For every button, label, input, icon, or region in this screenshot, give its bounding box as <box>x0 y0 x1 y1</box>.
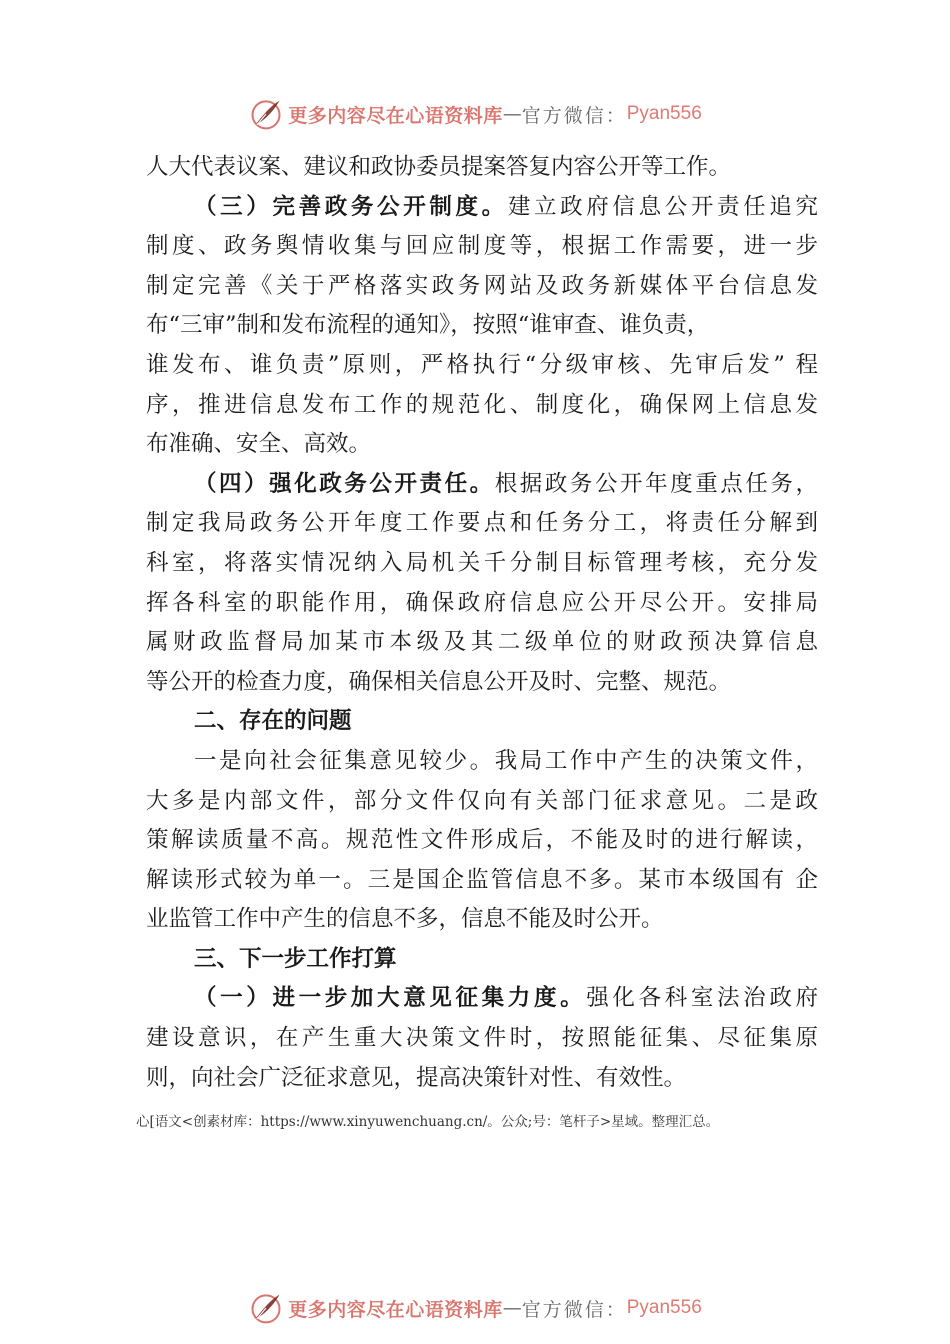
line-text: 一是向社会征集意见较少。我局工作中产生的决策文件， <box>194 747 818 774</box>
text-line <box>146 1059 818 1099</box>
document-body <box>146 148 818 1098</box>
line-text: 则，向社会广泛征求意见，提高决策针对性、有效性。 <box>146 1064 687 1091</box>
line-text: 等公开的检查力度，确保相关信息公开及时、完整、规范。 <box>146 668 732 695</box>
subsection-lead: （三）完善政务公开制度。 <box>194 193 508 220</box>
text-line <box>146 425 818 465</box>
text-line <box>146 544 818 584</box>
text-line <box>146 306 818 346</box>
line-text: 三、下一步工作打算 <box>194 945 397 972</box>
watermark-label: 官方微信： <box>521 104 627 127</box>
watermark-brand: 更多内容尽在心语资料库 <box>288 1298 503 1321</box>
feather-pen-logo-icon <box>248 96 284 132</box>
subsection-lead: （四）强化政务公开责任。 <box>194 470 495 497</box>
text-line <box>146 227 818 267</box>
line-text: 属财政监督局加某市本级及其二级单位的财政预决算信息 <box>146 629 818 656</box>
line-text: 序，推进信息发布工作的规范化、制度化，确保网上信息发 <box>146 391 818 418</box>
line-text: 二、存在的问题 <box>194 708 352 735</box>
watermark-separator: — <box>502 103 522 125</box>
line-text: 业监管工作中产生的信息不多，信息不能及时公开。 <box>146 906 664 933</box>
watermark-wechat-id: Pyan556 <box>626 103 702 124</box>
line-text: 强化各科室法治政府 <box>586 985 818 1012</box>
footer-watermark <box>0 1286 950 1330</box>
text-line <box>146 386 818 426</box>
line-text: 大多是内部文件，部分文件仅向有关部门征求意见。二是政 <box>146 787 818 814</box>
subsection-lead: （一）进一步加大意见征集力度。 <box>194 985 587 1012</box>
line-text: 解读形式较为单一。三是国企监管信息不多。某市本级国有 企 <box>146 866 818 893</box>
line-text: 制度、政务舆情收集与回应制度等，根据工作需要，进一步 <box>146 233 818 260</box>
line-text: 挥各科室的职能作用，确保政府信息应公开尽公开。安排局 <box>146 589 818 616</box>
header-watermark <box>0 92 950 136</box>
text-line <box>146 465 818 505</box>
line-text: 布“三审”制和发布流程的通知》，按照“谁审查、谁负责， <box>146 312 710 339</box>
text-line <box>146 900 818 940</box>
line-text: 布准确、安全、高效。 <box>146 431 372 458</box>
text-line <box>146 979 818 1019</box>
feather-pen-logo-icon <box>248 1290 284 1326</box>
line-text: 建立政府信息公开责任追究 <box>507 193 818 220</box>
text-line <box>146 742 818 782</box>
text-line <box>146 346 818 386</box>
text-line <box>146 504 818 544</box>
line-text: 科室，将落实情况纳入局机关千分制目标管理考核，充分发 <box>146 549 818 576</box>
source-footnote: 心[语文<创素材库：https://www.xinyuwenchuang.cn/。公众;号：笔杆子>星域。整理汇总。 <box>136 1114 720 1130</box>
watermark-wechat-id: Pyan556 <box>626 1297 702 1318</box>
line-text: 谁发布、谁负责”原则，严格执行“分级审核、先审后发” 程 <box>146 351 818 378</box>
section-heading <box>146 702 818 742</box>
text-line <box>146 148 818 188</box>
text-line <box>146 821 818 861</box>
line-text: 制定我局政务公开年度工作要点和任务分工，将责任分解到 <box>146 510 818 537</box>
watermark-label: 官方微信： <box>521 1298 627 1321</box>
line-text: 建设意识，在产生重大决策文件时，按照能征集、尽征集原 <box>146 1025 818 1052</box>
watermark-separator: — <box>502 1297 522 1319</box>
text-line <box>146 584 818 624</box>
line-text: 制定完善《关于严格落实政务网站及政务新媒体平台信息发 <box>146 272 818 299</box>
line-text: 根据政务公开年度重点任务， <box>494 470 818 497</box>
text-line <box>146 267 818 307</box>
text-line <box>146 861 818 901</box>
section-heading <box>146 940 818 980</box>
text-line <box>146 782 818 822</box>
watermark-brand: 更多内容尽在心语资料库 <box>288 104 503 127</box>
text-line <box>146 623 818 663</box>
text-line <box>146 1019 818 1059</box>
text-line <box>146 188 818 228</box>
line-text: 人大代表议案、建议和政协委员提案答复内容公开等工作。 <box>146 154 732 180</box>
line-text: 策解读质量不高。规范性文件形成后，不能及时的进行解读， <box>146 827 818 854</box>
text-line <box>146 663 818 703</box>
